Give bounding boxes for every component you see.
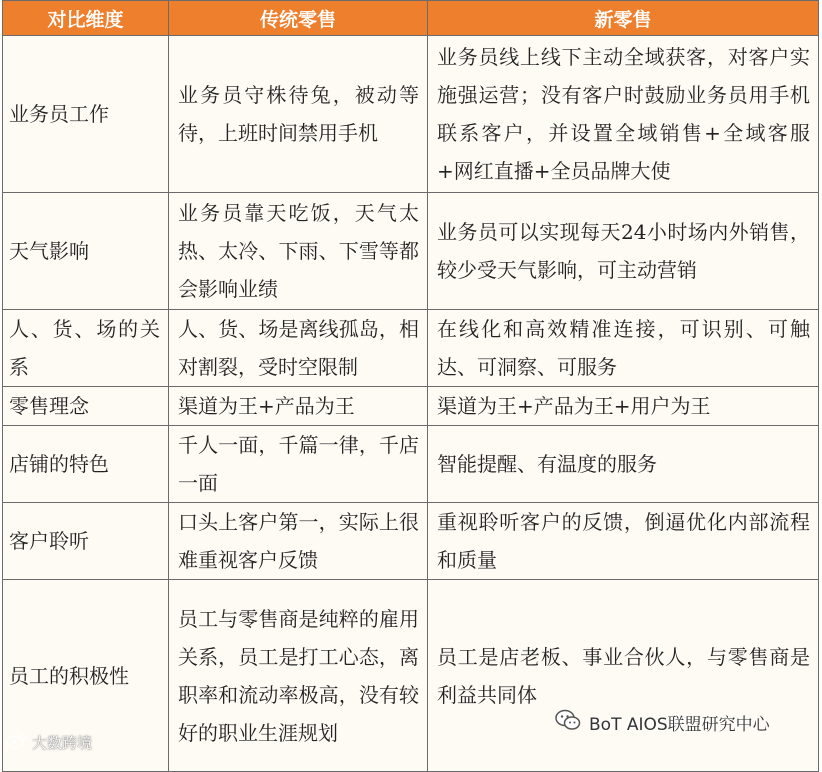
table-row bbox=[3, 426, 819, 503]
traditional-cell: 千人一面，千篇一律，千店一面 bbox=[169, 426, 428, 503]
new-retail-cell: 在线化和高效精准连接，可识别、可触达、可洞察、可服务 bbox=[428, 310, 819, 387]
traditional-cell: 员工与零售商是纯粹的雇用关系，员工是打工心态，离职率和流动率极高，没有较好的职业生涯规划 bbox=[169, 580, 428, 772]
table-row bbox=[3, 387, 819, 426]
table-row bbox=[3, 580, 819, 772]
dimension-cell: 业务员工作 bbox=[3, 36, 169, 193]
table-row bbox=[3, 310, 819, 387]
table-header-row bbox=[3, 1, 819, 36]
new-retail-cell: 重视聆听客户的反馈，倒逼优化内部流程和质量 bbox=[428, 503, 819, 580]
new-retail-cell: 智能提醒、有温度的服务 bbox=[428, 426, 819, 503]
new-retail-cell: 员工是店老板、事业合伙人，与零售商是利益共同体 bbox=[428, 580, 819, 772]
weibo-icon bbox=[6, 731, 28, 753]
dimension-cell: 人、货、场的关系 bbox=[3, 310, 169, 387]
traditional-cell: 业务员守株待兔，被动等待，上班时间禁用手机 bbox=[169, 36, 428, 193]
new-retail-cell: 业务员可以实现每天24小时场内外销售，较少受天气影响，可主动营销 bbox=[428, 193, 819, 310]
traditional-cell: 口头上客户第一，实际上很难重视客户反馈 bbox=[169, 503, 428, 580]
watermark-left bbox=[6, 731, 92, 753]
dimension-cell: 店铺的特色 bbox=[3, 426, 169, 503]
traditional-cell: 渠道为王+产品为王 bbox=[169, 387, 428, 426]
watermark-right bbox=[555, 709, 770, 736]
comparison-table bbox=[2, 0, 819, 772]
header-traditional-retail: 传统零售 bbox=[169, 1, 428, 36]
dimension-cell: 员工的积极性 bbox=[3, 580, 169, 772]
header-new-retail: 新零售 bbox=[428, 1, 819, 36]
watermark-right-text: BoT AIOS联盟研究中心 bbox=[589, 715, 770, 735]
dimension-cell: 客户聆听 bbox=[3, 503, 169, 580]
watermark-left-text: 大数跨境 bbox=[32, 733, 93, 752]
new-retail-cell: 渠道为王+产品为王+用户为王 bbox=[428, 387, 819, 426]
dimension-cell: 天气影响 bbox=[3, 193, 169, 310]
table-row bbox=[3, 36, 819, 193]
header-dimension: 对比维度 bbox=[3, 1, 169, 36]
table-row bbox=[3, 193, 819, 310]
new-retail-cell: 业务员线上线下主动全域获客，对客户实施强运营；没有客户时鼓励业务员用手机联系客户，并设置全域销售+全域客服+网红直播+全员品牌大使 bbox=[428, 36, 819, 193]
traditional-cell: 人、货、场是离线孤岛，相对割裂，受时空限制 bbox=[169, 310, 428, 387]
traditional-cell: 业务员靠天吃饭，天气太热、太冷、下雨、下雪等都会影响业绩 bbox=[169, 193, 428, 310]
wechat-icon bbox=[555, 709, 581, 736]
dimension-cell: 零售理念 bbox=[3, 387, 169, 426]
table-row bbox=[3, 503, 819, 580]
